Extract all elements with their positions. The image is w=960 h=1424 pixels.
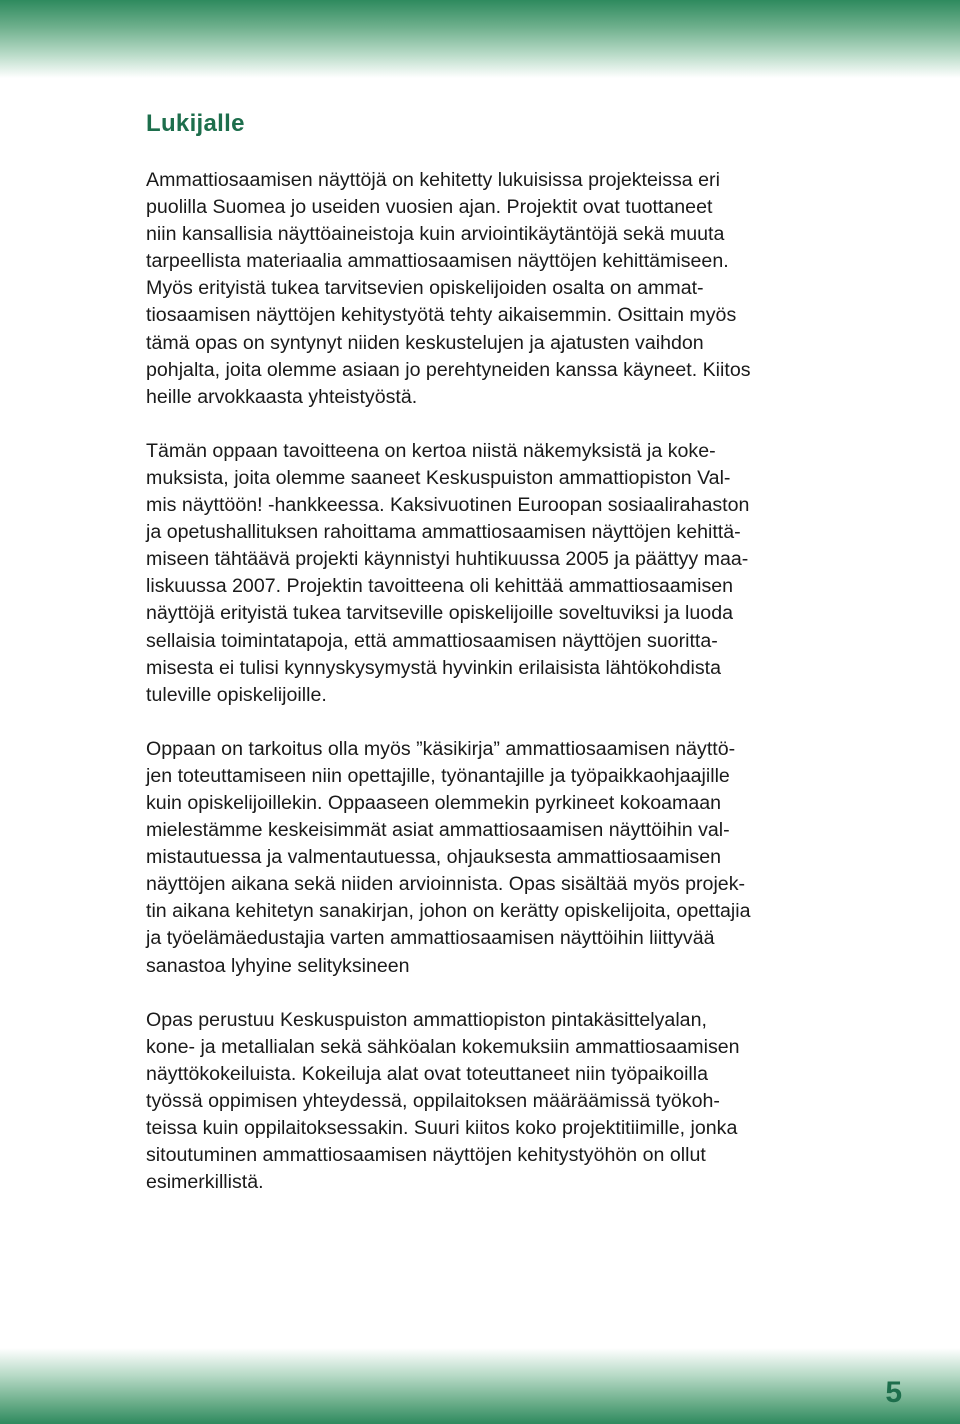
header-gradient-band <box>0 0 960 78</box>
paragraph-4: Opas perustuu Keskuspuiston ammattiopiston pintakäsittelyalan, kone- ja metallialan sekä sähköalan kokemuksiin ammattiosaamisen näyttökokeiluista. Kokeiluja alat ovat toteuttaneet niin työpaikoilla työssä oppimisen yhteydessä, oppilaitoksen määräämissä työkoh- teissa kuin oppilaitoksessakin. Suuri kiitos koko projektitiimille, jonka sitoutuminen ammattiosaamisen näyttöjen kehitystyöhön on ollut esimerkillistä. <box>146 1008 740 1194</box>
page-title: Lukijalle <box>146 110 245 137</box>
paragraph-3: Oppaan on tarkoitus olla myös ”käsikirja” ammattiosaamisen näyttö- jen toteuttamiseen niin opettajille, työnantajille ja työpaikkaohjaajille kuin opiskelijoillekin. Oppaaseen olemmekin pyrkineet kokoamaan mielestämme keskeisimmät asiat ammattiosaamisen näyttöihin val- mistautuessa ja valmentautuessa, ohjauksesta ammattiosaamisen näyttöjen aikana sekä niiden arvioinnista. Opas sisältää myös projek- tin aikana kehitetyn sanakirjan, johon on kerätty opiskelijoita, opettajia ja työelämäedustajia varten ammattiosaamisen näyttöihin liittyvää sanastoa lyhyine selityksineen <box>146 737 751 977</box>
paragraph-2: Tämän oppaan tavoitteena on kertoa niistä näkemyksistä ja koke- muksista, joita olemme saaneet Keskuspuiston ammattiopiston Val- mis näyttöön! -hankkeessa. Kaksivuotinen Euroopan sosiaalirahaston ja opetushallituksen rahoittama ammattiosaamisen näyttöjen kehittä- miseen tähtäävä projekti käynnistyi huhtikuussa 2005 ja päättyy maa- liskuussa 2007. Projektin tavoitteena oli kehittää ammattiosaamisen näyttöjä erityistä tukea tarvitseville opiskelijoille soveltuviksi ja luoda sellaisia toimintatapoja, että ammattiosaamisen näyttöjen suoritta- misesta ei tulisi kynnyskysymystä hyvinkin erilaisista lähtökohdista tuleville opiskelijoille. <box>146 439 750 706</box>
page-number: 5 <box>885 1376 902 1409</box>
footer-gradient-band <box>0 1348 960 1424</box>
document-body <box>146 108 846 1196</box>
paragraph-1: Ammattiosaamisen näyttöjä on kehitetty lukuisissa projekteissa eri puolilla Suomea jo useiden vuosien ajan. Projektit ovat tuottaneet niin kansallisia näyttöaineistoja kuin arviointikäytäntöjä sekä muuta tarpeellista materiaalia ammattiosaamisen näyttöjen kehittämiseen. Myös erityistä tukea tarvitsevien opiskelijoiden osalta on ammat- tiosaamisen näyttöjen kehitystyötä tehty aikaisemmin. Osittain myös tämä opas on syntynyt niiden keskustelujen ja ajatusten vaihdon pohjalta, joita olemme asiaan jo perehtyneiden kanssa käyneet. Kiitos heille arvokkaasta yhteistyöstä. <box>146 169 751 408</box>
